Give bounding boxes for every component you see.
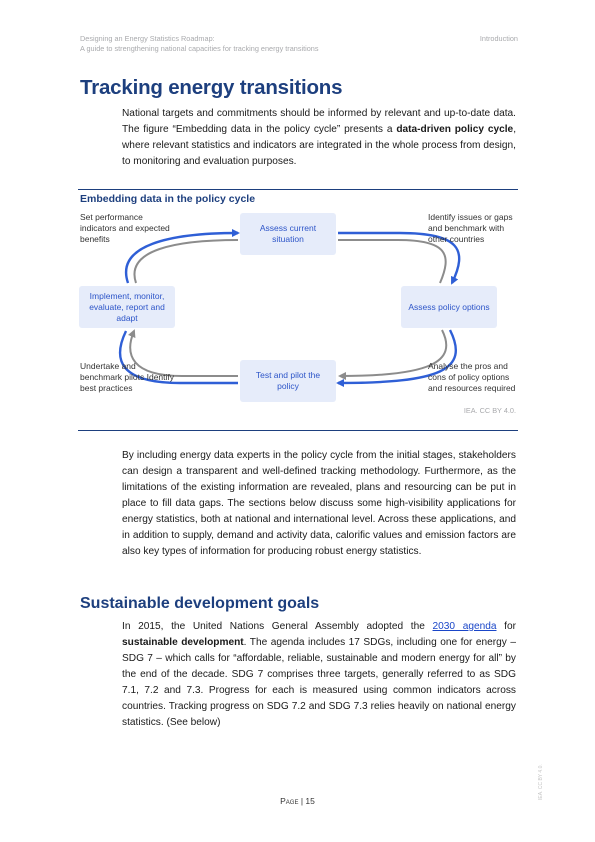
annotation-top-right: Identify issues or gaps and benchmark with other countries (428, 212, 513, 244)
figure-title: Embedding data in the policy cycle (80, 193, 256, 205)
stage-implement: Implement, monitor, evaluate, report and adapt (79, 286, 175, 328)
running-header (80, 34, 319, 54)
figure-credit: IEA. CC BY 4.0. (463, 406, 516, 415)
sdg-text-2: for (496, 621, 516, 632)
stage-assess-current: Assess current situation (240, 213, 336, 255)
annotation-bottom-right: Analyse the pros and cons of policy options and resources required (428, 361, 516, 393)
intro-text-2: , where relevant statistics and indicators are integrated in the whole process from design, to monitoring and evaluation purposes. (122, 124, 517, 167)
page-label: Page (280, 796, 299, 806)
sdg-bold: sustainable development (122, 637, 244, 648)
intro-paragraph (122, 106, 516, 170)
annotation-bottom-left: Undertake and benchmark pilots Identify best practices (80, 361, 175, 393)
intro-bold: data-driven policy cycle (396, 124, 514, 135)
arc-left-to-top-grey (134, 240, 238, 283)
sdg-paragraph (122, 619, 516, 731)
arc-top-to-right-grey (338, 240, 446, 283)
section-heading-sdg: Sustainable development goals (80, 595, 320, 612)
figure-bottom-rule (78, 430, 518, 431)
intro-text-1: National targets and commitments should be informed by relevant and up-to-date data. The figure “Embedding data in the policy cycle” presents a (122, 108, 516, 135)
agenda-link[interactable]: 2030 agenda (432, 621, 497, 632)
stage-test-pilot: Test and pilot the policy (240, 360, 336, 402)
body-paragraph: By including energy data experts in the policy cycle from the initial stages, stakeholders can design a transparent and well-defined tracking methodology. Furthermore, as the limitations of the existing information are revealed, plans and resourcing can be put in place to fill data gaps. The sections below discuss some high-visibility applications for energy statistics, both at national and international level. Across these applications, and in addition to supply, demand and activity data, calorific values and emission factors are also key types of information for producing robust energy statistics. (122, 450, 516, 557)
header-title-line1: Designing an Energy Statistics Roadmap: (80, 34, 215, 43)
page-title: Tracking energy transitions (80, 76, 343, 99)
sdg-text-1: In 2015, the United Nations General Assembly adopted the (122, 621, 433, 632)
header-title-line2: A guide to strengthening national capacities for tracking energy transitions (80, 44, 319, 53)
sdg-text-3: . The agenda includes 17 SDGs, including one for energy – SDG 7 – which calls for “affordable, reliable, sustainable and modern energy for all” by the end of the decade. SDG 7 comprises three targets, generally referred to as SDG 7.1, 7.2 and 7.3. Progress for each is measured using common indicators across countries. Tracking progress on SDG 7.2 and SDG 7.3 relies heavily on national energy statistics. (See below) (122, 637, 516, 728)
side-credit: IEA. CC BY 4.0. (538, 764, 544, 800)
stage-assess-policy: Assess policy options (401, 286, 497, 328)
page-footer (0, 796, 595, 806)
header-section: Introduction (479, 34, 518, 43)
annotation-top-left: Set performance indicators and expected benefits (80, 212, 170, 244)
page-number: | 15 (300, 796, 315, 806)
figure-top-rule (78, 189, 518, 190)
